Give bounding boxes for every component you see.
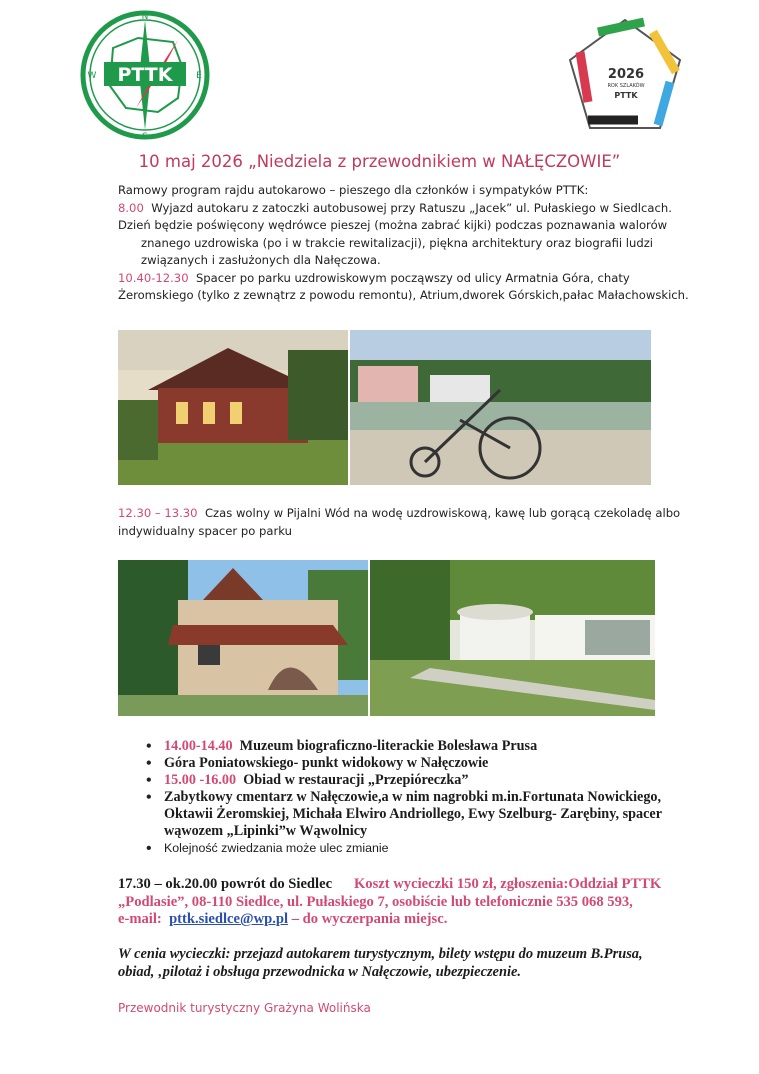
free-time-line	[118, 505, 738, 523]
free-time-text: Czas wolny w Pijalni Wód na wodę uzdrowiskową, kawę lub gorącą czekoladę albo	[204, 506, 681, 520]
free-time-time: 12.30 – 13.30	[118, 506, 198, 520]
svg-text:2026: 2026	[607, 67, 645, 82]
description-line: znanego uzdrowiska (po i w trakcie rewitalizacji), piękna architektury oraz biografii ludzi	[141, 235, 654, 250]
walk-text: Spacer po parku uzdrowiskowym począwszy od ulicy Armatnia Góra, chaty	[195, 270, 630, 285]
photo-pump-room	[370, 560, 655, 716]
svg-text:E: E	[196, 71, 202, 81]
cemetery-line: Oktawii Żeromskiej, Michała Elwiro Andriollego, Ewy Szelburg- Zarębiny, spacer	[164, 806, 663, 822]
list-item: • Góra Poniatowskiego- punkt widokowy w Nałęczowie	[146, 755, 746, 772]
email-tail: – do wyczerpania miejsc.	[288, 911, 448, 927]
email-label: e-mail:	[118, 911, 162, 927]
list-item	[146, 738, 746, 755]
description-line: Dzień będzie poświęcony wędrówce pieszej (można zabrać kijki) podczas poznawania walorów	[118, 218, 668, 232]
year-of-trails-logo	[558, 10, 692, 144]
list-item	[146, 772, 746, 789]
walk-line-2: Żeromskiego (tylko z zewnątrz z powodu remontu), Atrium,dworek Górskich,pałac Małachowskich.	[118, 288, 689, 302]
email-link[interactable]: pttk.siedlce@wp.pl	[169, 911, 289, 927]
program-intro-block	[118, 182, 738, 305]
svg-text:W: W	[87, 71, 97, 81]
price-includes-block	[118, 945, 748, 981]
dinner-text: Obiad w restauracji „Przepióreczka”	[243, 772, 469, 788]
list-item	[146, 789, 746, 840]
photo-park-bicycle	[350, 330, 651, 485]
departure-text: Wyjazd autokaru z zatoczki autobusowej przy Ratuszu „Jacek” ul. Pułaskiego w Siedlcach.	[151, 200, 672, 215]
cost-text: Koszt wycieczki 150 zł, zgłoszenia:Oddział PTTK	[353, 876, 662, 892]
price-line: W cenia wycieczki: przejazd autokarem turystycznym, bilety wstępu do muzeum B.Prusa,	[118, 946, 643, 962]
svg-text:N: N	[141, 12, 149, 22]
return-and-cost-block	[118, 876, 748, 929]
pttk-logo	[78, 8, 212, 142]
email-line	[118, 911, 748, 929]
intro-line: Ramowy program rajdu autokarowo – pieszego dla członków i sympatyków PTTK:	[118, 183, 589, 197]
address-line: „Podlasie”, 08-110 Siedlce, ul. Pułaskiego 7, osobiście lub telefonicznie 535 068 593,	[118, 893, 633, 910]
departure-time: 8.00	[118, 200, 144, 215]
guide-name: Przewodnik turystyczny Grażyna Wolińska	[118, 1001, 371, 1015]
cemetery-line: wąwozem „Lipinki”w Wąwolnicy	[164, 823, 368, 839]
departure-line	[118, 200, 738, 218]
cemetery-line: • Zabytkowy cmentarz w Nałęczowie,a w nim nagrobki m.in.Fortunata Nowickiego,	[164, 789, 662, 805]
dinner-time: 15.00 -16.00	[164, 772, 237, 788]
walk-line	[118, 270, 738, 288]
museum-time: 14.00-14.40	[164, 738, 233, 754]
svg-text:ROK SZLAKÓW: ROK SZLAKÓW	[607, 83, 645, 89]
photo-villa	[118, 560, 368, 716]
page-title: 10 maj 2026 „Niedziela z przewodnikiem w NAŁĘCZOWIE”	[138, 152, 621, 171]
walk-time: 10.40-12.30	[118, 270, 189, 285]
description-line: związanych i zasłużonych dla Nałęczowa.	[141, 253, 381, 267]
list-item: • Kolejność zwiedzania może ulec zmianie	[146, 840, 746, 857]
return-text: 17.30 – ok.20.00 powrót do Siedlec	[118, 876, 333, 892]
price-line: obiad, ‚pilotaż i obsługa przewodnicka w Nałęczowie, ubezpieczenie.	[118, 964, 521, 980]
svg-text:S: S	[142, 132, 148, 142]
museum-text: Muzeum biograficzno-literackie Bolesława Prusa	[239, 738, 538, 754]
free-time-block	[118, 505, 738, 540]
free-time-line-2: indywidualny spacer po parku	[118, 523, 292, 538]
svg-text:PTTK: PTTK	[614, 91, 638, 100]
photo-zeromski-hut	[118, 330, 348, 485]
return-cost-line	[118, 876, 748, 894]
program-bullets	[146, 738, 746, 857]
pttk-logo-text: PTTK	[117, 64, 173, 86]
